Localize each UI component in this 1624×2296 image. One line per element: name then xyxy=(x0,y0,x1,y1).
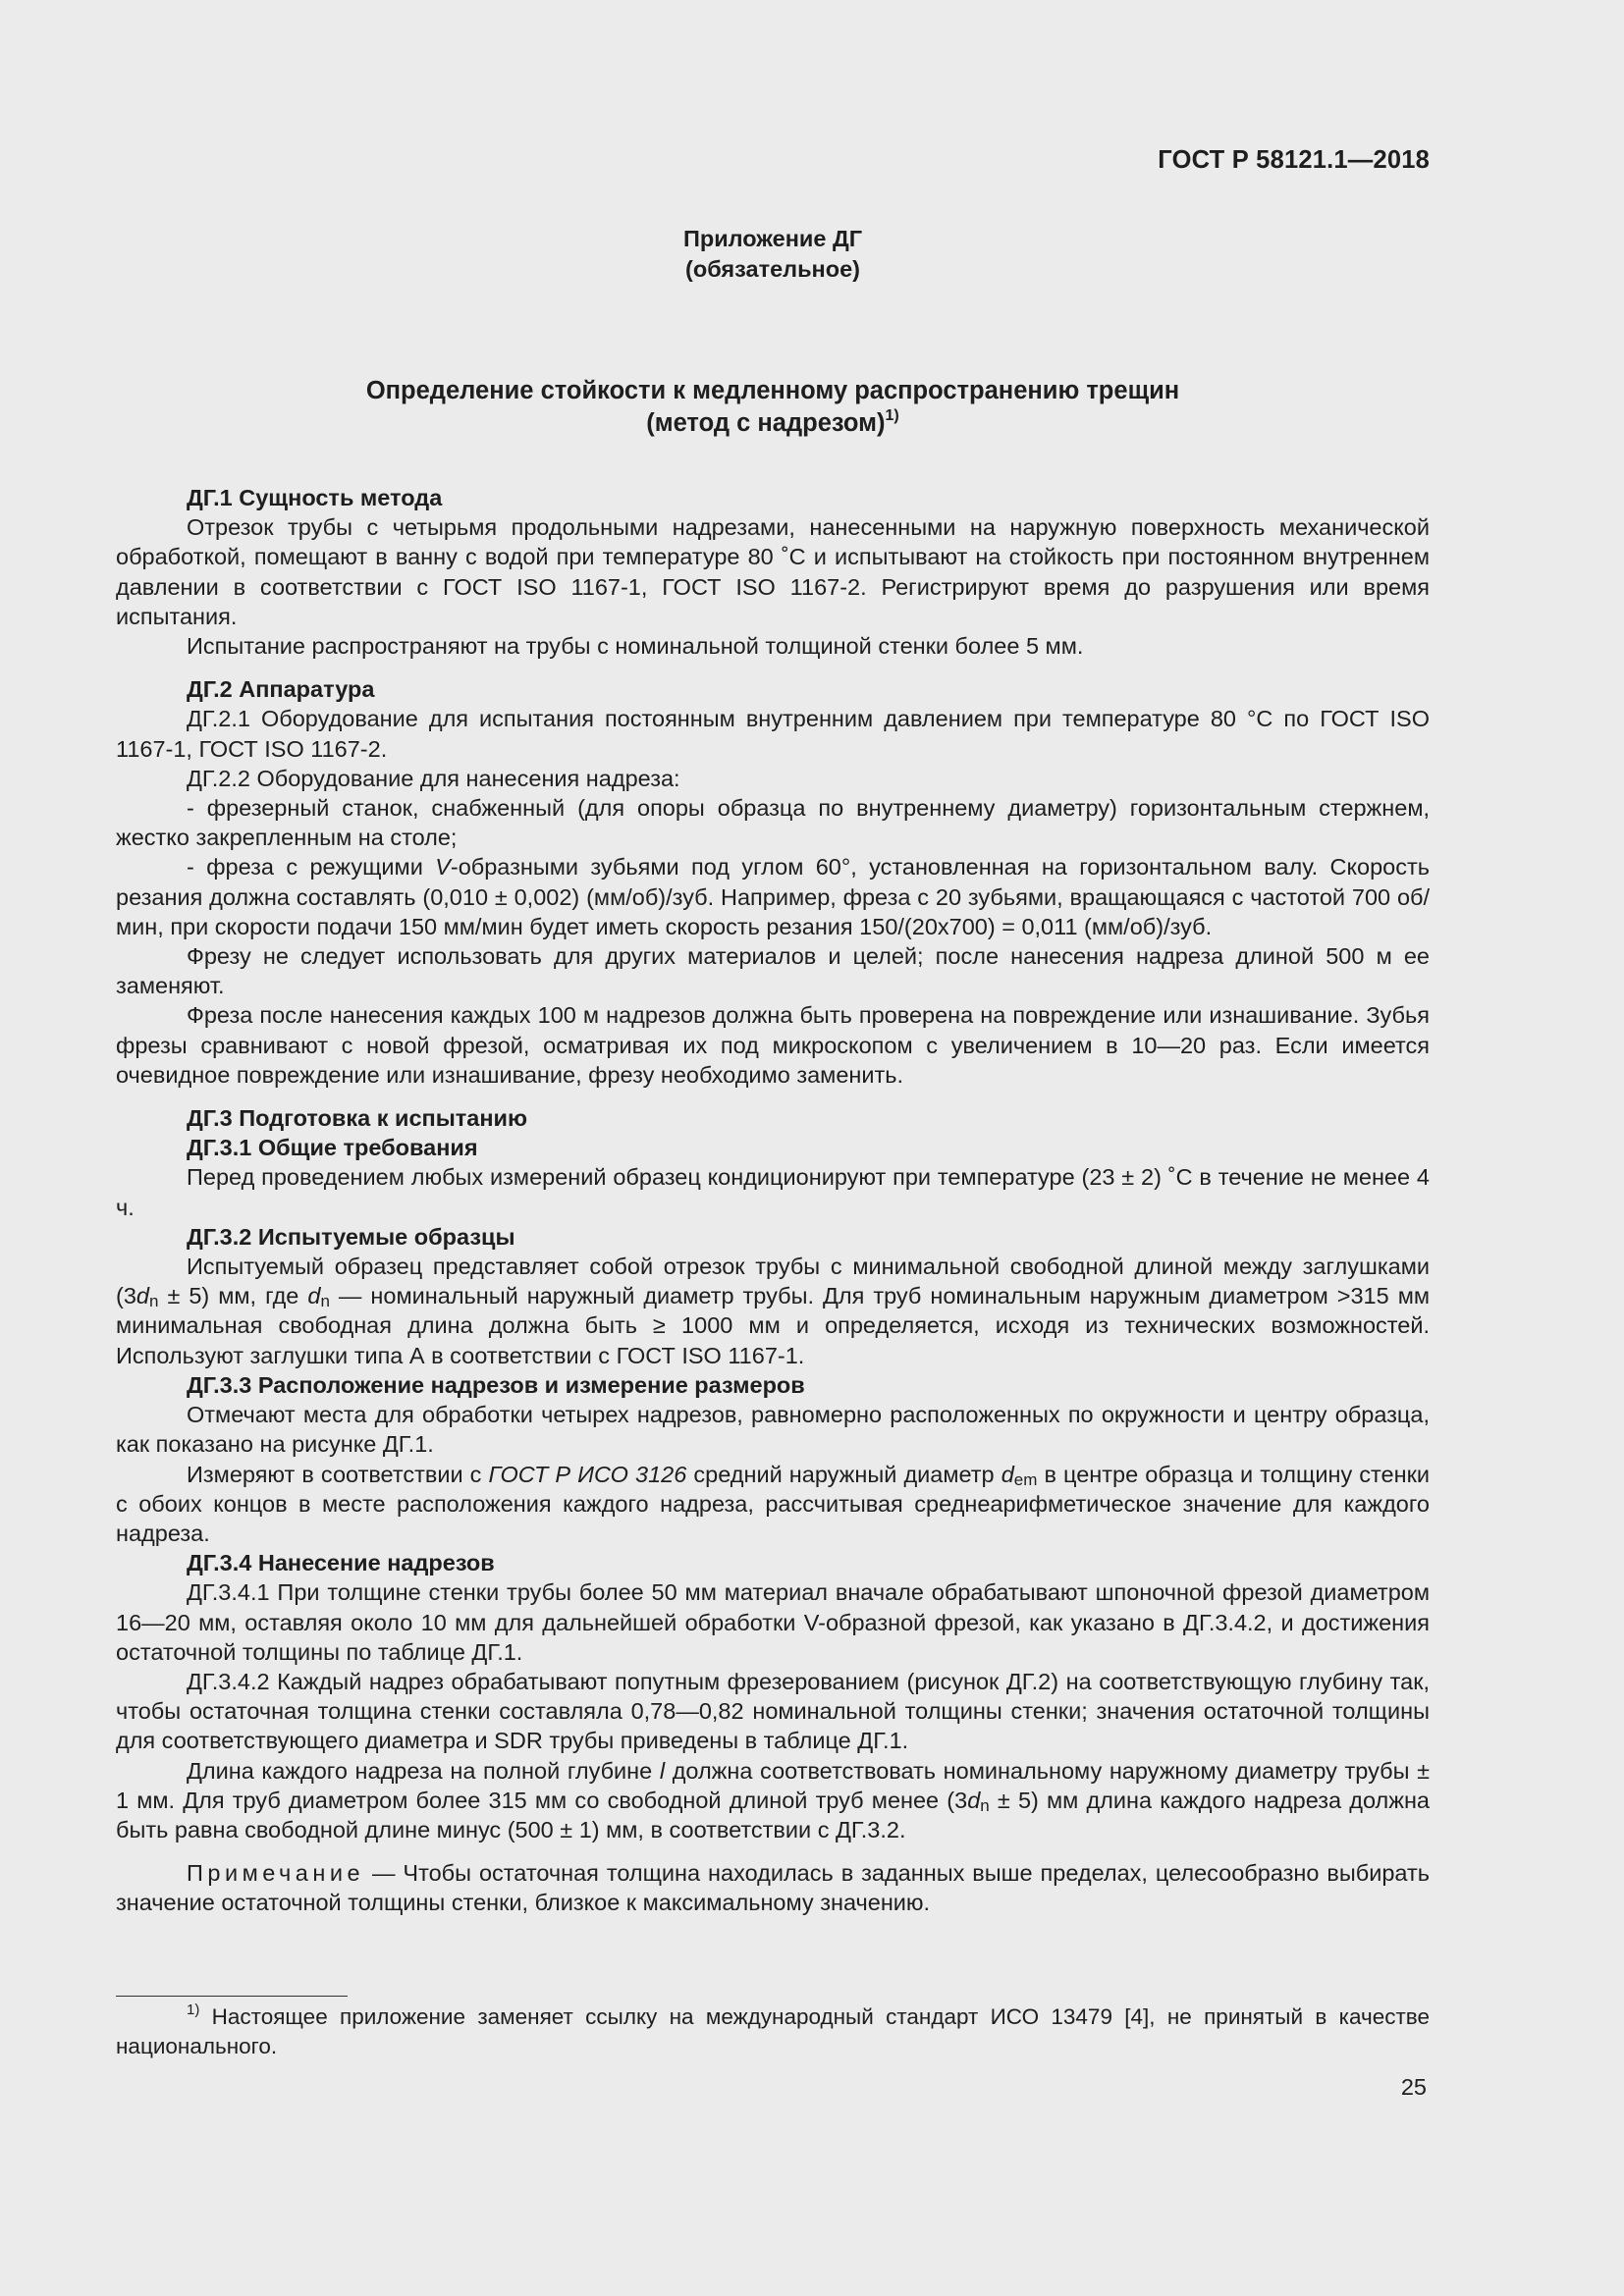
paragraph-dg2-2: ДГ.2.2 Оборудование для нанесения надреза: xyxy=(187,765,680,791)
body-text xyxy=(116,483,1430,1918)
text-span: в центре образца и толщину стенки с обоих концов в месте расположения каждого надреза, рассчитывая среднеарифметическое значение для каждого надреза. xyxy=(116,1461,1430,1546)
text-span: - фреза с режущими xyxy=(187,854,436,881)
footnote-divider xyxy=(116,1996,348,1997)
subscript: em xyxy=(1013,1469,1038,1489)
text-span: ± 5) мм длина каждого надреза должна быть равна свободной длине минус (500 ± 1) мм, в соответствии с ДГ.3.2. xyxy=(116,1787,1431,1842)
paragraph-dg3-2 xyxy=(116,1252,1430,1370)
italic-symbol: d xyxy=(135,1283,149,1309)
note-text: — Чтобы остаточная толщина находилась в заданных выше пределах, целесообразно выбирать значение остаточной толщины стенки, близкое к максимальному значению. xyxy=(116,1860,1430,1916)
note xyxy=(116,1858,1430,1917)
footnote-text xyxy=(116,2002,1430,2061)
standard-reference: ГОСТ Р ИСО 3126 xyxy=(488,1461,687,1487)
footnote-mark: 1) xyxy=(187,2001,200,2018)
paragraph-dg1-1: Отрезок трубы с четырьмя продольными надрезами, нанесенными на наружную поверхность механической обработкой, помещают в ванну с водой при температуре 80 ˚С и испытывают на стойкость при постоянном внутреннем давлении в соответствии с ГОСТ ISO 1167-1, ГОСТ ISO 1167-2. Регистрируют время до разрушения или время испытания. xyxy=(116,514,1430,629)
paragraph-dg3-3-1: Отмечают места для обработки четырех надрезов, равномерно расположенных по окружности и центру образца, как показано на рисунке ДГ.1. xyxy=(116,1402,1430,1458)
subsection-heading-dg3-3: ДГ.3.3 Расположение надрезов и измерение размеров xyxy=(187,1371,805,1398)
subscript: n xyxy=(980,1795,990,1815)
paragraph-dg3-3-2 xyxy=(116,1460,1430,1549)
text-span: должна соответствовать номинальному наружному диаметру трубы ± 1 мм. Для труб диаметром более 315 мм со свободной длиной труб менее (3 xyxy=(116,1757,1430,1813)
note-label: Примечание xyxy=(187,1860,365,1887)
text-span: ± 5) мм, где xyxy=(158,1283,308,1309)
section-heading-dg2: ДГ.2 Аппаратура xyxy=(187,676,375,703)
section-heading-dg1: ДГ.1 Сущность метода xyxy=(187,485,443,510)
document-code: ГОСТ Р 58121.1—2018 xyxy=(1158,146,1430,174)
paragraph-dg3-4-3 xyxy=(116,1756,1430,1845)
italic-symbol: d xyxy=(307,1283,321,1309)
list-item-milling-machine: - фрезерный станок, снабженный (для опоры образца по внутреннему диаметру) горизонтальным стержнем, жестко закрепленным на столе; xyxy=(116,795,1430,851)
title-line-1: Определение стойкости к медленному распространению трещин xyxy=(365,377,1180,404)
section-heading-dg3: ДГ.3 Подготовка к испытанию xyxy=(187,1105,528,1132)
italic-symbol: d xyxy=(1001,1461,1014,1487)
title-line-2 xyxy=(116,407,1430,440)
text-span: Измеряют в соответствии с xyxy=(187,1461,489,1487)
paragraph-dg2-4: Фреза после нанесения каждых 100 м надрезов должна быть проверена на повреждение или изнашивание. Зубья фрезы сравнивают с новой фрезой, осматривая их под микроскопом с увеличением в 10—20 раз. Если имеется очевидное повреждение или изнашивание, фрезу необходимо заменить. xyxy=(116,1002,1430,1088)
list-item-cutter xyxy=(116,852,1430,941)
appendix-title xyxy=(116,375,1430,440)
paragraph-dg1-2: Испытание распространяют на трубы с номинальной толщиной стенки более 5 мм. xyxy=(187,633,1084,660)
page-number: 25 xyxy=(1400,2074,1427,2100)
text-span: -образными зубьями под углом 60°, установленная на горизонтальном валу. Скорость резания должна составлять (0,010 ± 0,002) (мм/об)/зуб. Например, фреза с 20 зубьями, вращающаяся с частотой 700 об/мин, при скорости подачи 150 мм/мин будет иметь скорость резания 150/(20х700) = 0,011 (мм/об)/зуб. xyxy=(116,854,1430,939)
paragraph-dg3-1: Перед проведением любых измерений образец кондиционируют при температуре (23 ± 2) ˚С в течение не менее 4 ч. xyxy=(116,1164,1430,1220)
title-footnote-mark[interactable]: 1) xyxy=(885,406,899,424)
appendix-label: Приложение ДГ xyxy=(682,226,863,251)
text-span: средний наружный диаметр xyxy=(686,1461,1001,1487)
subscript: n xyxy=(320,1292,330,1311)
subsection-heading-dg3-2: ДГ.3.2 Испытуемые образцы xyxy=(187,1223,515,1250)
subsection-heading-dg3-4: ДГ.3.4 Нанесение надрезов xyxy=(187,1550,495,1576)
appendix-status: (обязательное) xyxy=(685,256,860,282)
paragraph-dg3-4-1: ДГ.3.4.1 При толщине стенки трубы более 50 мм материал вначале обрабатывают шпоночной фрезой диаметром 16—20 мм, оставляя около 10 мм для дальнейшей обработки V-образной фрезой, как указано в ДГ.3.4.2, и достижения остаточной толщины по таблице ДГ.1. xyxy=(116,1579,1430,1665)
paragraph-dg3-4-2: ДГ.3.4.2 Каждый надрез обрабатывают попутным фрезерованием (рисунок ДГ.2) на соответствующую глубину так, чтобы остаточная толщина стенки составляла 0,78—0,82 номинальной толщины стенки; значения остаточной толщины для соответствующего диаметра и SDR трубы приведены в таблице ДГ.1. xyxy=(116,1668,1430,1754)
title-line-2-text: (метод с надрезом) xyxy=(646,409,886,437)
text-span: — номинальный наружный диаметр трубы. Для труб номинальным наружным диаметром >315 мм минимальная свободная длина должна быть ≥ 1000 мм и определяется, исходя из технических возможностей. Используют заглушки типа А в соответствии с ГОСТ ISO 1167-1. xyxy=(116,1283,1431,1368)
text-span: Длина каждого надреза на полной глубине xyxy=(187,1757,660,1784)
italic-symbol: d xyxy=(967,1787,981,1813)
subscript: n xyxy=(148,1292,159,1311)
paragraph-dg2-1: ДГ.2.1 Оборудование для испытания постоянным внутренним давлением при температуре 80 °С по ГОСТ ISO 1167-1, ГОСТ ISO 1167-2. xyxy=(116,706,1430,762)
paragraph-dg2-3: Фрезу не следует использовать для других материалов и целей; после нанесения надреза длиной 500 м ее заменяют. xyxy=(116,943,1430,999)
footnote xyxy=(116,2002,1430,2061)
subsection-heading-dg3-1: ДГ.3.1 Общие требования xyxy=(187,1135,478,1161)
text-span: Испытуемый образец представляет собой отрезок трубы с минимальной свободной длиной между заглушками (3 xyxy=(116,1254,1430,1309)
italic-symbol: l xyxy=(659,1757,666,1784)
italic-symbol: V xyxy=(435,854,451,881)
appendix-heading xyxy=(116,224,1430,285)
footnote-body: Настоящее приложение заменяет ссылку на международный стандарт ИСО 13479 [4], не принятый в качестве национального. xyxy=(116,2004,1430,2058)
